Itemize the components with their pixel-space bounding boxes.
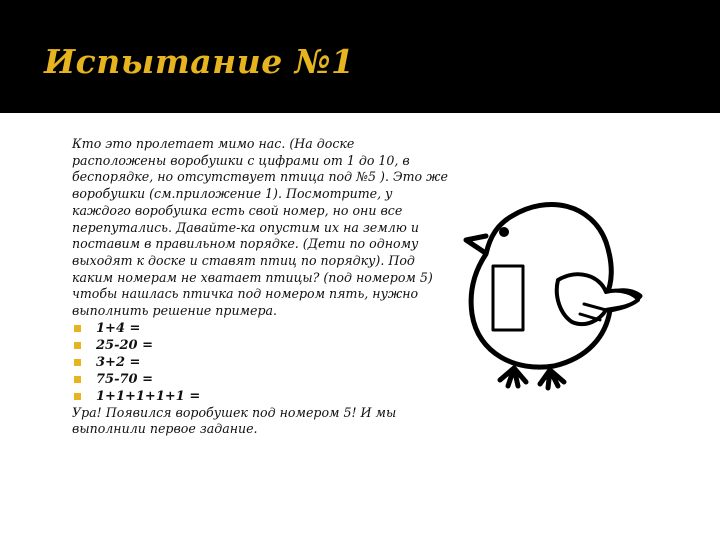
slide-body [72,136,452,438]
list-item-text: 3+2 = [96,354,141,370]
list-item [72,320,452,337]
slide-title: Испытание №1 [44,42,355,81]
sparrow-icon [460,196,646,392]
bullet-icon [74,393,81,400]
list-item-text: 75-70 = [96,371,153,387]
example-list [72,320,452,405]
intro-paragraph: Кто это пролетает мимо нас. (На доске расположены воробушки с цифрами от 1 до 10, в беспорядке, но отсутствует птица под №5 ). Это же воробушки (см.приложение 1). Посмотрите, у каждого воробушка есть свой номер, но они все перепутались. Давайте-ка опустим их на землю и поставим в правильном порядке. (Дети по одному выходят к доске и ставят птиц по порядку). Под каким номерам не хватает птицы? (под номером 5) чтобы нашлась птичка под номером пять, нужно выполнить решение примера. [72,136,448,319]
list-item-text: 1+4 = [96,320,141,336]
bullet-icon [74,325,81,332]
bullet-icon [74,342,81,349]
list-item-text: 25-20 = [96,337,153,353]
list-item [72,337,452,354]
list-item-text: 1+1+1+1+1 = [96,388,201,404]
bullet-icon [74,376,81,383]
list-item [72,354,452,371]
title-bar [0,0,720,113]
bullet-icon [74,359,81,366]
conclusion-paragraph: Ура! Появился воробушек под номером 5! И мы выполнили первое задание. [72,404,397,437]
list-item [72,371,452,388]
list-item [72,388,452,405]
